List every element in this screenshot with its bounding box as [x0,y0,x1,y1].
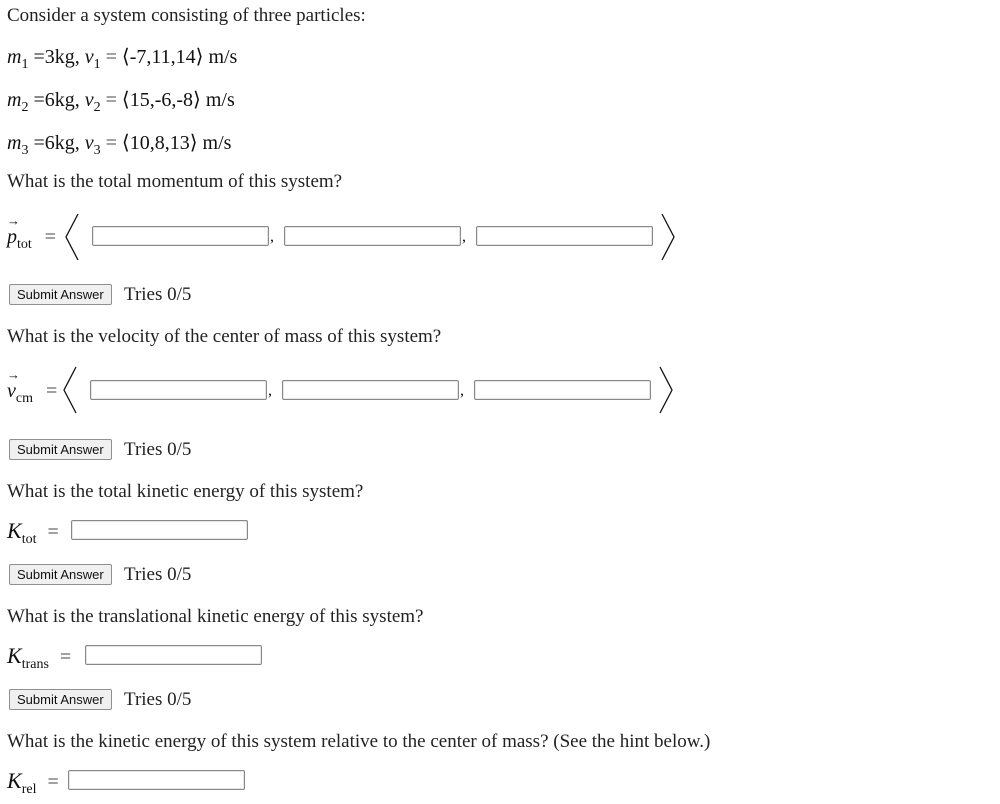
ktrans-tries-counter: Tries 0/5 [124,689,192,710]
question-ktrans: What is the translational kinetic energy of this system? [7,606,424,627]
vcm-right-angle-bracket [656,365,676,415]
vcm-tries-counter: Tries 0/5 [124,439,192,460]
particle-1-mass: =3kg, [33,46,80,68]
krel-label: $K_{rel}$ = [7,768,59,797]
particle-2-mass: =6kg, [33,89,80,111]
particle-2-velocity: ⟨15,-6,-8⟩ [121,89,201,111]
question-ptot: What is the total momentum of this system? [7,171,343,192]
ptot-label: → $p_{tot}$ = [7,226,56,249]
vcm-left-angle-bracket [60,365,80,415]
ptot-right-angle-bracket [658,212,678,262]
ptot-y-input[interactable] [284,226,461,246]
question-vcm: What is the velocity of the center of mass of this system? [7,326,442,347]
vcm-y-input[interactable] [282,380,459,400]
krel-input[interactable] [68,770,245,790]
vcm-submit-button[interactable]: Submit Answer [9,439,112,460]
ptot-x-input[interactable] [92,226,269,246]
vcm-z-input[interactable] [474,380,651,400]
question-ktot: What is the total kinetic energy of this system? [7,481,364,502]
ptot-submit-button[interactable]: Submit Answer [9,284,112,305]
ktot-label: $K_{tot}$ = [7,518,59,547]
ptot-tries-counter: Tries 0/5 [124,284,192,305]
ktot-submit-button[interactable]: Submit Answer [9,564,112,585]
vcm-label: → $v_{cm}$ = [7,380,57,403]
ktot-input[interactable] [71,520,248,540]
ktrans-label: $K_{trans}$ = [7,643,72,672]
particle-1-velocity: ⟨-7,11,14⟩ [121,46,204,68]
particle-1-line: $m_1 =3kg$, $v_1$ = ⟨-7,11,14⟩ m/s [7,46,238,72]
particle-2-line: $m_2 =6kg$, $v_2$ = ⟨15,-6,-8⟩ m/s [7,89,235,115]
particle-3-mass: =6kg, [33,132,80,154]
ktrans-submit-button[interactable]: Submit Answer [9,689,112,710]
particle-3-line: $m_3 =6kg$, $v_3$ = ⟨10,8,13⟩ m/s [7,132,232,158]
ktrans-input[interactable] [85,645,262,665]
question-krel: What is the kinetic energy of this system relative to the center of mass? (See the hint below.) [7,731,711,752]
particle-3-velocity: ⟨10,8,13⟩ [121,132,198,154]
vcm-x-input[interactable] [90,380,267,400]
ptot-left-angle-bracket [62,212,82,262]
ktot-tries-counter: Tries 0/5 [124,564,192,585]
intro-text: Consider a system consisting of three particles: [7,5,366,26]
ptot-z-input[interactable] [476,226,653,246]
